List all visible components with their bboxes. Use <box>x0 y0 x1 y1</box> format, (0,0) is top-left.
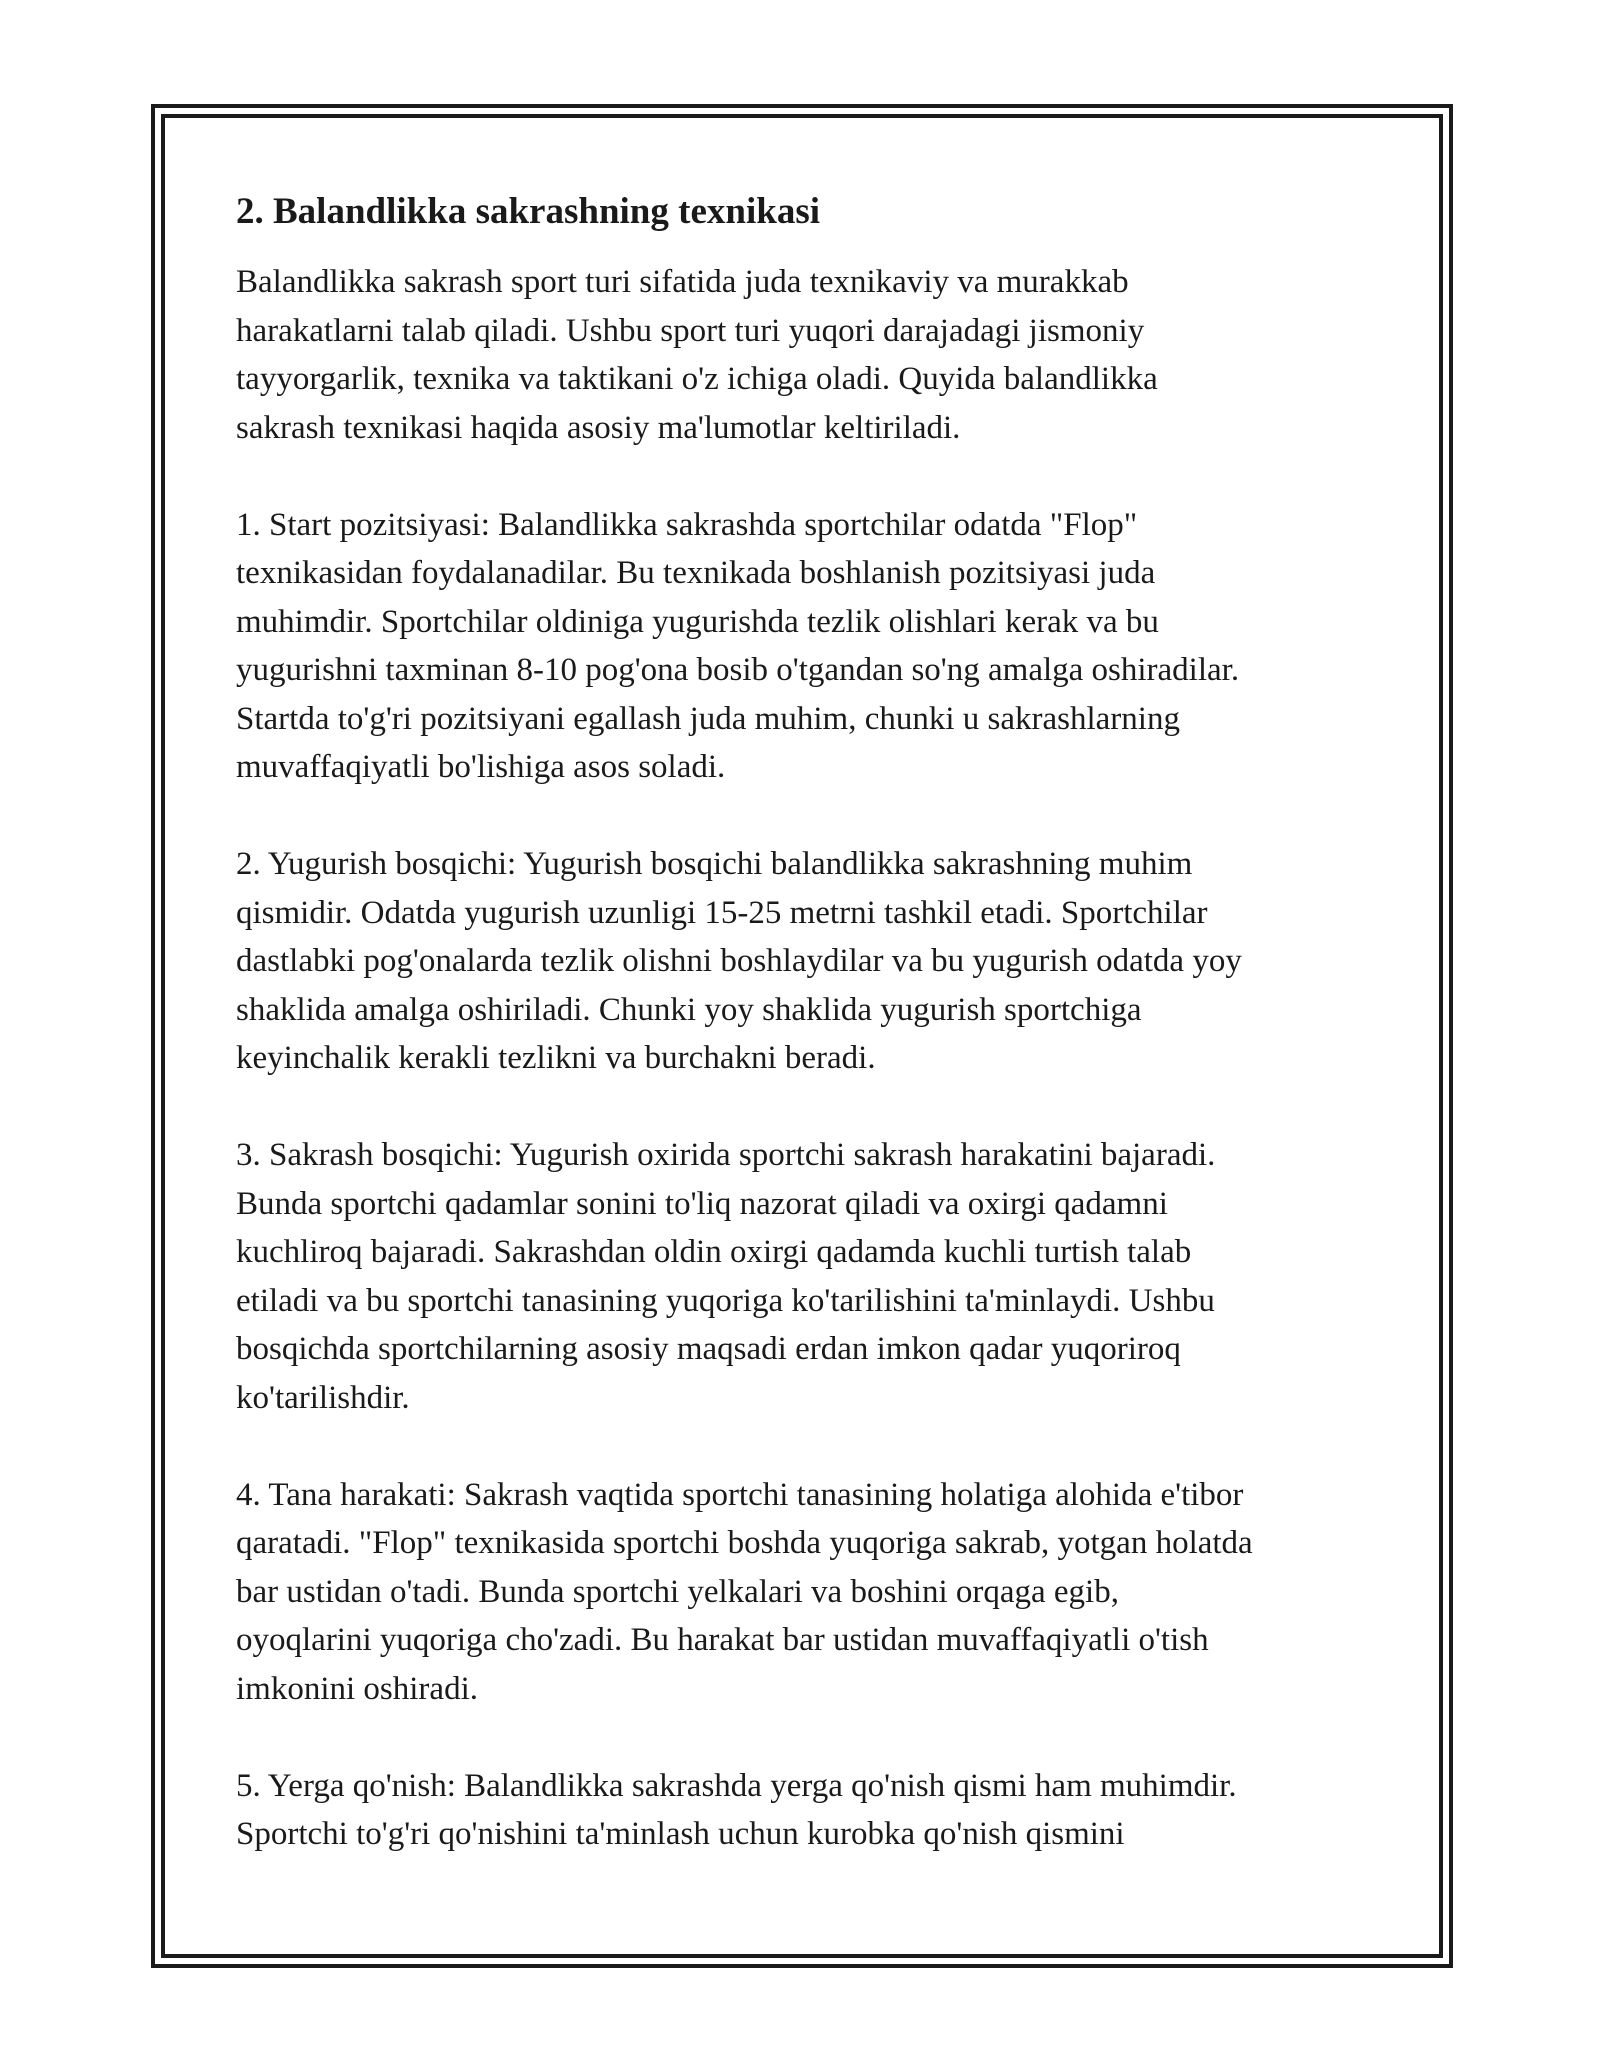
document-body <box>236 186 1386 1907</box>
paragraph-body-movement: 4. Tana harakati: Sakrash vaqtida sportchi tanasining holatiga alohida e'tibor qaratadi. "Flop" texnikasida sportchi boshda yuqoriga sakrab, yotgan holatda bar ustidan o'tadi. Bunda sportchi yelkalari va boshini orqaga egib, oyoqlarini yuqoriga cho'zadi. Bu harakat bar ustidan muvaffaqiyatli o'tish imkonini oshiradi. <box>236 1476 1253 1707</box>
paragraph-run-up-phase: 2. Yugurish bosqichi: Yugurish bosqichi balandlikka sakrashning muhim qismidir. Odatda yugurish uzunligi 15-25 metrni tashkil etadi. Sportchilar dastlabki pog'onalarda tezlik olishni boshlaydilar va bu yugurish odatda yoy shaklida amalga oshiriladi. Chunki yoy shaklida yugurish sportchiga keyinchalik kerakli tezlikni va burchakni beradi. <box>236 846 1242 1076</box>
paragraph-landing: 5. Yerga qo'nish: Balandlikka sakrashda yerga qo'nish qismi ham muhimdir. Sportchi to'g'ri qo'nishini ta'minlash uchun kurobka qo'nish qismini <box>236 1767 1237 1852</box>
paragraph-jump-phase: 3. Sakrash bosqichi: Yugurish oxirida sportchi sakrash harakatini bajaradi. Bunda sportchi qadamlar sonini to'liq nazorat qiladi va oxirgi qadamni kuchliroq bajaradi. Sakrashdan oldin oxirgi qadamda kuchli turtish talab etiladi va bu sportchi tanasining yuqoriga ko'tarilishini ta'minlaydi. Ushbu bosqichda sportchilarning asosiy maqsadi erdan imkon qadar yuqoriroq ko'tarilishdir. <box>236 1137 1216 1416</box>
section-heading: 2. Balandlikka sakrashning texnikasi <box>236 191 820 232</box>
intro-paragraph: Balandlikka sakrash sport turi sifatida juda texnikaviy va murakkab harakatlarni talab qiladi. Ushbu sport turi yuqori darajadagi jismoniy tayyorgarlik, texnika va taktikani o'z ichiga oladi. Quyida balandlikka sakrash texnikasi haqida asosiy ma'lumotlar keltiriladi. <box>236 264 1158 446</box>
paragraph-start-position: 1. Start pozitsiyasi: Balandlikka sakrashda sportchilar odatda "Flop" texnikasidan foydalanadilar. Bu texnikada boshlanish pozitsiyasi juda muhimdir. Sportchilar oldiniga yugurishda tezlik olishlari kerak va bu yugurishni taxminan 8-10 pog'ona bosib o'tgandan so'ng amalga oshiradilar. Startda to'g'ri pozitsiyani egallash juda muhim, chunki u sakrashlarning muvaffaqiyatli bo'lishiga asos soladi. <box>236 506 1240 785</box>
